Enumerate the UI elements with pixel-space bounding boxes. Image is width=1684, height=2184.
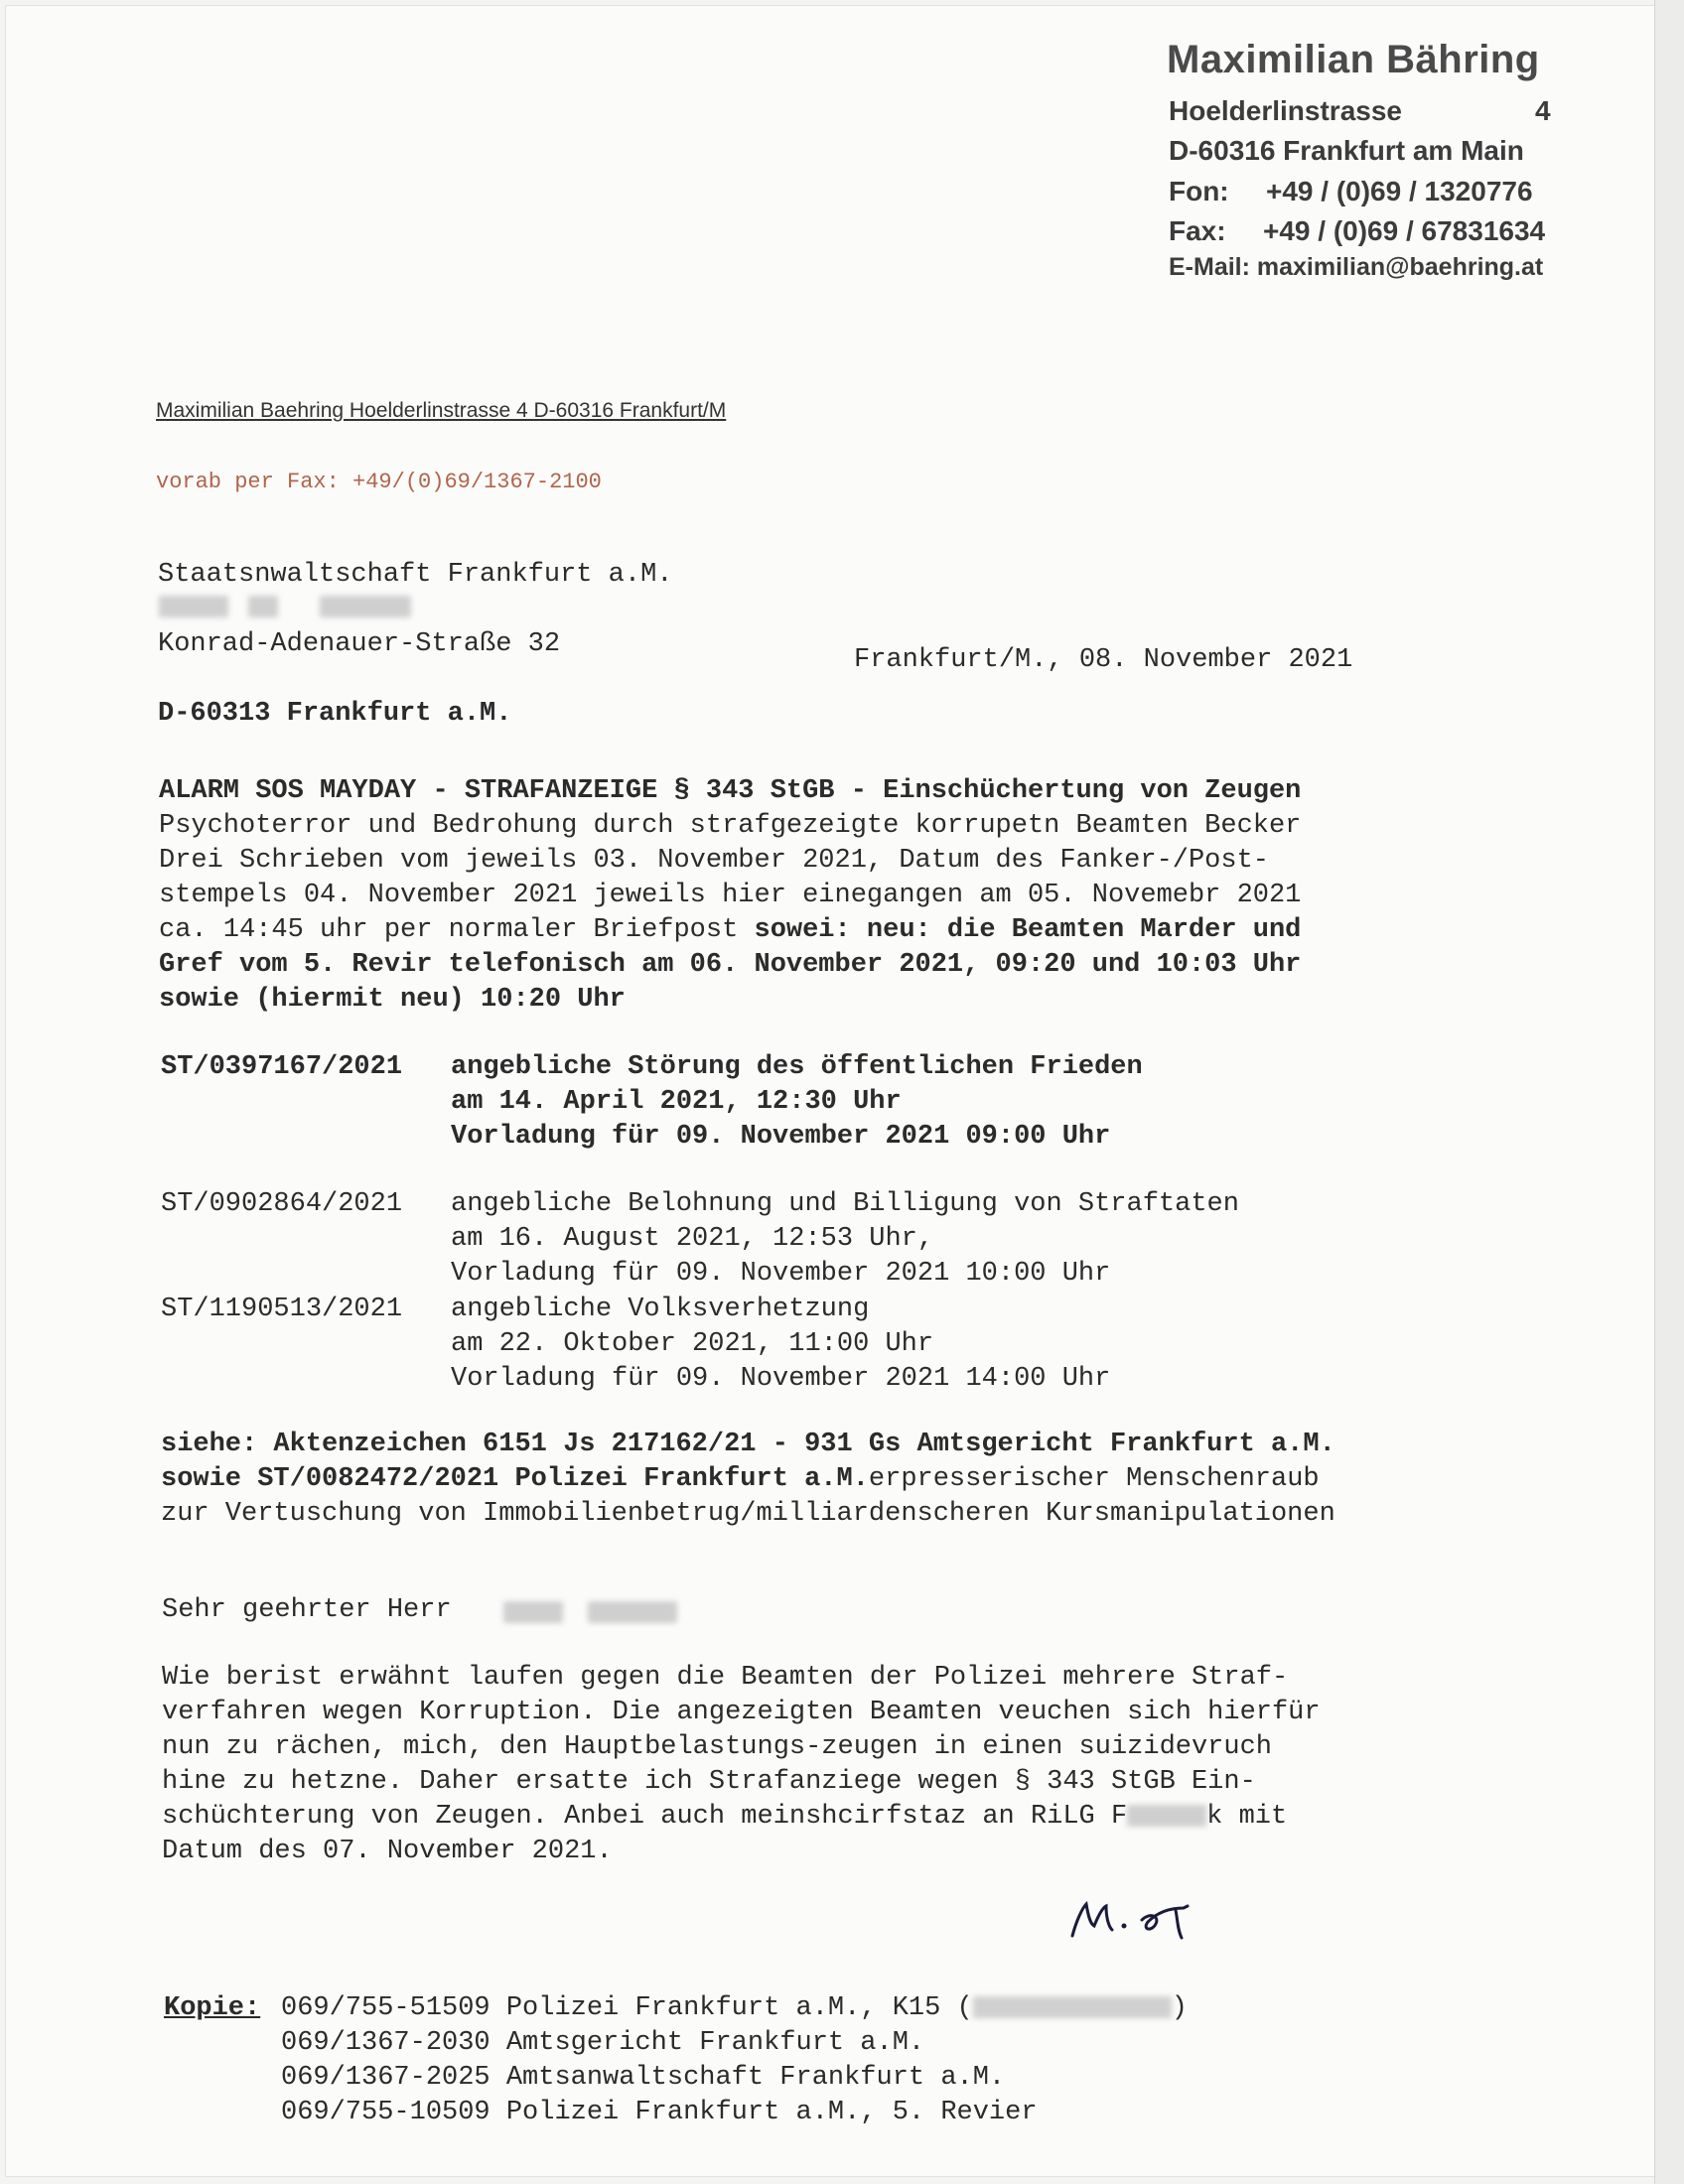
copy-number: 069/755-10509 bbox=[281, 2098, 491, 2127]
subject-line bbox=[159, 913, 1569, 948]
letterhead-street: Hoelderlinstrasse bbox=[1169, 95, 1402, 126]
case-id: ST/0902864/2021 bbox=[161, 1189, 403, 1219]
case-text: Vorladung für 09. November 2021 10:00 Uhr bbox=[451, 1259, 1111, 1289]
body-line: verfahren wegen Korruption. Die angezeigten Beamten veuchen sich hierfür bbox=[162, 1698, 1321, 1727]
case-text: Vorladung für 09. November 2021 09:00 Uhr bbox=[451, 1122, 1111, 1152]
redaction bbox=[973, 1996, 1172, 2018]
copy-text: Amtsgericht Frankfurt a.M. bbox=[505, 2028, 925, 2058]
reference-text: erpresserischer Menschenraub bbox=[868, 1464, 1320, 1494]
case-text: angebliche Volksverhetzung bbox=[451, 1295, 870, 1324]
case-text: angebliche Störung des öffentlichen Frieden bbox=[451, 1052, 1143, 1082]
body-text: k mit bbox=[1206, 1802, 1288, 1832]
copy-row bbox=[281, 2061, 1005, 2096]
body-line bbox=[162, 1800, 1321, 1835]
reference-text: sowie ST/0082472/2021 Polizei Frankfurt a.M. bbox=[161, 1464, 869, 1494]
case-text: am 14. April 2021, 12:30 Uhr bbox=[451, 1087, 902, 1117]
copy-text: Polizei Frankfurt a.M., K15 ( bbox=[505, 1993, 973, 2023]
subject-line: Drei Schrieben vom jeweils 03. November 2021, Datum des Fanker-/Post- bbox=[159, 846, 1269, 876]
redaction bbox=[588, 1601, 677, 1623]
reference-line: siehe: Aktenzeichen 6151 Js 217162/21 - 931 Gs Amtsgericht Frankfurt a.M. bbox=[161, 1430, 1335, 1459]
case-text: am 16. August 2021, 12:53 Uhr, bbox=[451, 1224, 934, 1254]
copy-tail: ) bbox=[1171, 1993, 1188, 2023]
body-line: Wie berist erwähnt laufen gegen die Beamten der Polizei mehrere Straf- bbox=[162, 1663, 1289, 1693]
case-text: angebliche Belohnung und Billigung von Straftaten bbox=[451, 1189, 1239, 1219]
reference-line: zur Vertuschung von Immobilienbetrug/milliardenscheren Kursmanipulationen bbox=[161, 1499, 1335, 1529]
case-id: ST/0397167/2021 bbox=[161, 1052, 403, 1082]
redaction bbox=[503, 1601, 563, 1623]
reference-line bbox=[161, 1462, 1335, 1497]
copy-row bbox=[281, 2026, 924, 2061]
subject-text: ca. 14:45 uhr per normaler Briefpost bbox=[159, 915, 755, 945]
case-text: Vorladung für 09. November 2021 14:00 Uhr bbox=[451, 1364, 1111, 1394]
fax-note: vorab per Fax: +49/(0)69/1367-2100 bbox=[156, 470, 602, 494]
letter-body bbox=[162, 1661, 1321, 1869]
case-id: ST/1190513/2021 bbox=[161, 1295, 403, 1324]
case-text: am 22. Oktober 2021, 11:00 Uhr bbox=[451, 1329, 934, 1359]
letterhead-fon: +49 / (0)69 / 1320776 bbox=[1266, 176, 1533, 206]
body-text: schüchterung von Zeugen. Anbei auch meinshcirfstaz an RiLG bbox=[162, 1802, 1095, 1832]
recipient-city: D-60313 Frankfurt a.M. bbox=[158, 699, 512, 729]
sender-line: Maximilian Baehring Hoelderlinstrasse 4 D-60316 Frankfurt/M bbox=[156, 399, 727, 422]
subject-line: ALARM SOS MAYDAY - STRAFANZEIGE § 343 StGB - Einschüchertung von Zeugen bbox=[159, 776, 1302, 806]
copy-label-text: Kopie: bbox=[164, 1993, 261, 2023]
letterhead-name: Maximilian Bähring bbox=[1167, 38, 1540, 81]
letterhead-email: E-Mail: maximilian@baehring.at bbox=[1169, 253, 1544, 281]
copy-label bbox=[164, 1991, 260, 2026]
scan-edge bbox=[1654, 0, 1684, 2184]
recipient-street: Konrad-Adenauer-Straße 32 bbox=[158, 629, 561, 659]
letterhead-fax-label: Fax: bbox=[1169, 215, 1226, 246]
redaction bbox=[320, 596, 411, 617]
copy-text: Amtsanwaltschaft Frankfurt a.M. bbox=[505, 2063, 1006, 2093]
redaction bbox=[1127, 1805, 1206, 1827]
body-line: nun zu rächen, mich, den Hauptbelastungs-zeugen in einen suizidevruch bbox=[162, 1732, 1272, 1762]
letterhead-fax: +49 / (0)69 / 67831634 bbox=[1263, 215, 1546, 246]
letter-date: Frankfurt/M., 08. November 2021 bbox=[854, 645, 1353, 675]
copy-number: 069/1367-2030 bbox=[281, 2028, 491, 2058]
subject-line: stempels 04. November 2021 jeweils hier einegangen am 05. Novemebr 2021 bbox=[159, 881, 1302, 910]
body-text: F bbox=[1110, 1802, 1128, 1832]
recipient-line1: Staatsnwaltschaft Frankfurt a.M. bbox=[158, 560, 673, 590]
salutation: Sehr geehrter Herr bbox=[162, 1595, 452, 1625]
body-line: Datum des 07. November 2021. bbox=[162, 1837, 613, 1866]
subject-block bbox=[159, 774, 1569, 1018]
redaction bbox=[248, 596, 278, 617]
letterhead-house-number: 4 bbox=[1535, 95, 1551, 126]
redaction bbox=[159, 596, 228, 617]
subject-line: sowie (hiermit neu) 10:20 Uhr bbox=[159, 985, 626, 1015]
subject-line: Psychoterror und Bedrohung durch strafgezeigte korrupetn Beamten Becker bbox=[159, 811, 1302, 841]
subject-line: Gref vom 5. Revir telefonisch am 06. November 2021, 09:20 und 10:03 Uhr bbox=[159, 950, 1302, 980]
handwritten-signature bbox=[1064, 1886, 1263, 1946]
copy-number: 069/755-51509 bbox=[281, 1993, 491, 2023]
copy-row bbox=[281, 1991, 1188, 2026]
letterhead-city: D-60316 Frankfurt am Main bbox=[1169, 135, 1524, 166]
copy-text: Polizei Frankfurt a.M., 5. Revier bbox=[505, 2098, 1038, 2127]
subject-text: sowei: neu: die Beamten Marder und bbox=[754, 915, 1302, 945]
copy-number: 069/1367-2025 bbox=[281, 2063, 491, 2093]
copy-row bbox=[281, 2096, 1038, 2130]
body-line: hine zu hetzne. Daher ersatte ich Strafanziege wegen § 343 StGB Ein- bbox=[162, 1767, 1256, 1797]
letterhead-fon-label: Fon: bbox=[1169, 176, 1229, 206]
reference-block bbox=[161, 1428, 1335, 1532]
